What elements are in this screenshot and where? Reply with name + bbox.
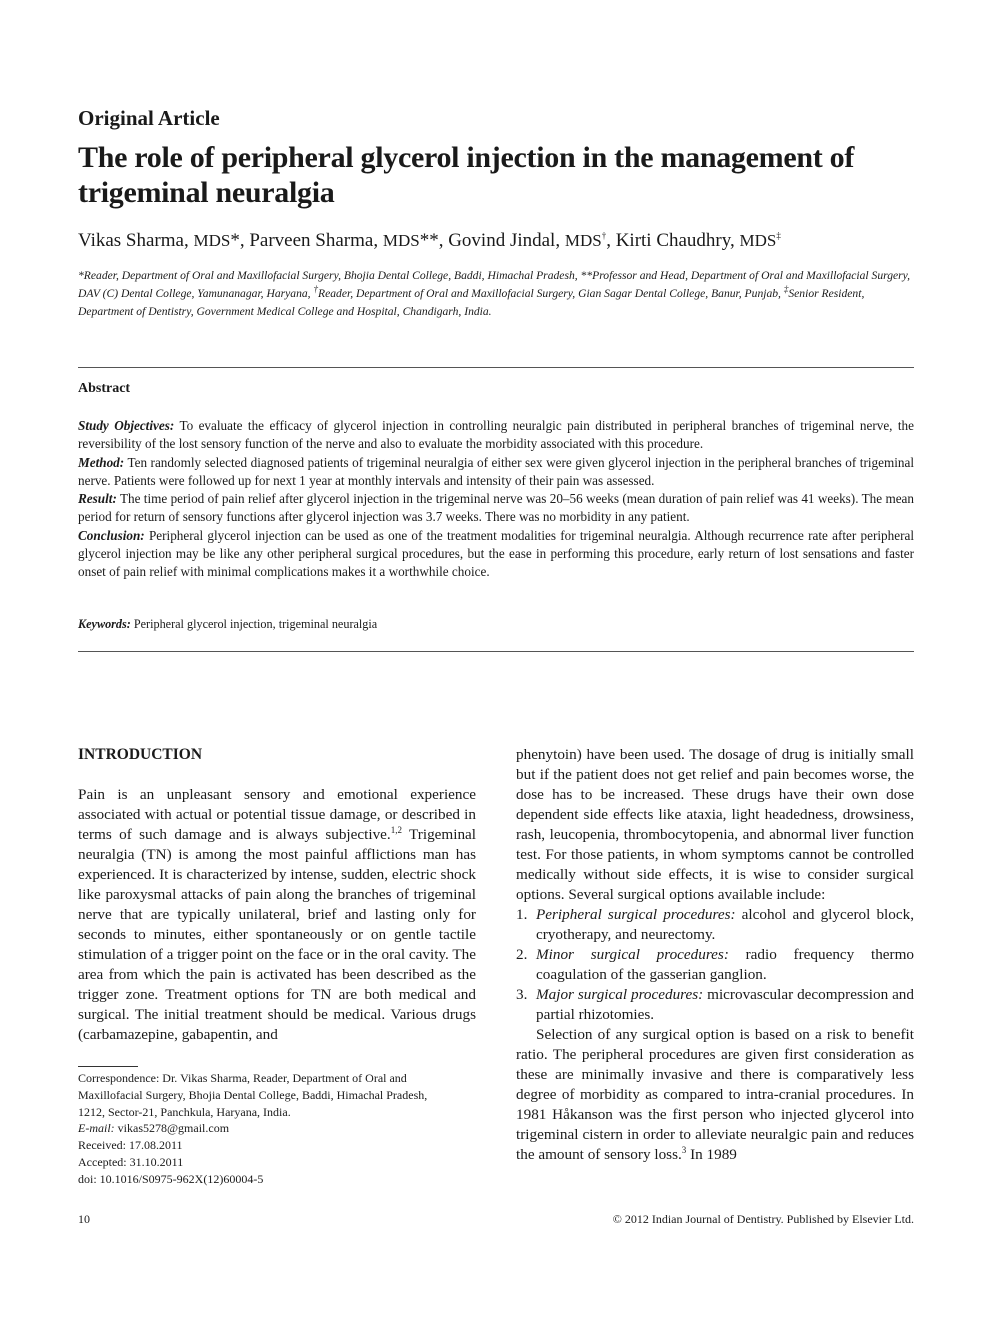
paragraph-text: Trigeminal neuralgia (TN) is among the most painful afflictions man has experienced. It is characterized by intense, sudden, electric shock like paroxysmal attacks of pain along the branches of trigeminal nerve that are typically unilateral, brief and lasting only for seconds to minutes, either spontaneously or on gentle tactile stimulation of a trigger point on the face or in the oral cavity. The area from which the pain is activated has been described as the trigger zone. Treatment options for TN are both medical and surgical. The initial treatment should be medical. Various drugs (carbamazepine, gabapentin, and [78,826,476,1043]
abstract-text: Ten randomly selected diagnosed patients of trigeminal neuralgia of either sex were given glycerol injection in the peripheral branches of trigeminal nerve. Patients were followed up for next 1 year at monthly intervals and intensity of their pain was assessed. [78,454,915,488]
abstract-method [78,454,914,491]
author-name: Parveen Sharma, [249,230,379,251]
copyright-notice: © 2012 Indian Journal of Dentistry. Published by Elsevier Ltd. [612,1212,914,1226]
list-number: 3. [516,986,528,1003]
affiliation-mark: † [313,284,318,295]
abstract-bottom-rule [78,651,914,652]
section-heading-introduction: INTRODUCTION [78,746,203,763]
abstract-top-rule [78,367,914,368]
accepted-date: Accepted: 31.10.2011 [78,1154,184,1169]
abstract-label: Conclusion: [78,527,145,543]
abstract-heading: Abstract [78,381,131,396]
article-type-label: Original Article [78,106,220,130]
abstract-body [78,417,914,582]
author-degree: MDS [739,231,777,250]
affiliation-text: Senior Resident, Department of Dentistry, Government Medical College and Hospital, Chandigarh, India. [78,287,865,318]
list-text [536,945,914,985]
list-term: Peripheral surgical procedures: [536,906,736,923]
author-degree: MDS [382,231,420,250]
list-description: microvascular decompression and partial rhizotomies. [536,986,914,1023]
affiliations [78,267,918,321]
author-mark: *, [230,230,245,251]
author-name: Vikas Sharma, [78,230,189,251]
footnote-rule [78,1066,138,1067]
paragraph-text: Pain is an unpleasant sensory and emotional experience associated with actual or potential tissue damage, or described in terms of such damage and is always subjective. [78,786,476,843]
footnote-line: Maxillofacial Surgery, Bhojia Dental College, Baddi, Himachal Pradesh, [78,1087,428,1102]
intro-paragraph: phenytoin) have been used. The dosage of drug is initially small but if the patient does not get relief and pain becomes worse, the dose has to be increased. These drugs have their own dose dependent side effects like ataxia, light headedness, drowsiness, rash, leucopenia, thrombocytopenia, and abnormal liver function test. For those patients, in whom symptoms cannot be controlled medically without side effects, it is wise to consider surgical options. Several surgical options available include: [516,746,914,903]
list-item [516,985,914,1025]
citation-ref[interactable]: 3 [681,1144,687,1155]
citation-ref[interactable]: 1,2 [390,824,402,835]
page-number: 10 [78,1212,90,1226]
list-item [516,945,914,985]
author-degree: MDS [193,231,231,250]
intro-paragraph [78,785,476,1045]
keywords [78,617,914,632]
affiliation-text: *Reader, Department of Oral and Maxillofacial Surgery, Bhojia Dental College, Baddi, Himachal Pradesh, **Professor and Head, Department of Oral and Maxillofacial Surgery, DAV (C) Dental College, Yamunanagar, Haryana, [78,269,911,300]
list-item [516,905,914,945]
abstract-conclusion [78,527,914,582]
list-description: radio frequency thermo coagulation of the gasserian ganglion. [536,946,914,983]
author-name: Kirti Chaudhry, [615,230,735,251]
paragraph-text: Selection of any surgical option is based on a risk to benefit ratio. The peripheral procedures are given first consideration as these are minimally invasive and there is comparatively less degree of morbidity as compared to intra-cranial procedures. In 1981 Håkanson was the first person who injected glycerol into trigeminal cistern in order to alleviate neuralgic pain and reduces the amount of sensory loss. [516,1026,914,1163]
doi[interactable]: doi: 10.1016/S0975-962X(12)60004-5 [78,1171,264,1186]
footnote-email-line [78,1120,478,1137]
author-separator: , [606,230,611,251]
email-address[interactable]: vikas5278@gmail.com [117,1121,230,1136]
email-label: E-mail: [78,1121,115,1136]
abstract-text: To evaluate the efficacy of glycerol injection in controlling neuralgic pain distributed in peripheral branches of trigeminal nerve, the reversibility of the lost sensory function of the nerve and also to evaluate the morbidity associated with this procedure. [78,418,915,452]
abstract-label: Method: [78,454,125,470]
abstract-label: Result: [78,491,117,507]
intro-paragraph [516,1025,914,1165]
abstract-objectives [78,417,914,454]
list-number: 1. [516,906,528,923]
keywords-label: Keywords: [78,617,131,631]
abstract-label: Study Objectives: [78,418,175,433]
abstract-text: The time period of pain relief after glycerol injection in the trigeminal nerve was 20–56 weeks (mean duration of pain relief was 41 weeks). The mean period for return of sensory functions after glycerol injection was 3.7 weeks. There was no morbidity in any patient. [78,491,914,525]
body-column-left [78,745,476,1045]
affiliation-mark: ‡ [783,284,789,295]
list-term: Minor surgical procedures: [536,946,729,963]
list-number: 2. [516,946,528,963]
author-degree: MDS [564,231,602,250]
abstract-result [78,490,914,527]
footnote-line: 1212, Sector-21, Panchkula, Haryana, India. [78,1104,291,1119]
author-mark: ‡ [776,230,781,241]
body-column-right [516,745,914,1165]
received-date: Received: 17.08.2011 [78,1138,183,1153]
author-mark: † [601,230,607,241]
author-list [78,228,918,254]
abstract-text: Peripheral glycerol injection can be used as one of the treatment modalities for trigeminal neuralgia. Although recurrence rate after peripheral glycerol injection may be like any other peripheral surgical procedures, but the ease in performing this procedure, early return of lost sensations and faster onset of pain relief with minimal complications makes it a worthwhile choice. [78,527,914,580]
paragraph-text: In 1989 [686,1146,737,1163]
list-text [536,985,914,1025]
footnote-line: Correspondence: Dr. Vikas Sharma, Reader, Department of Oral and [78,1071,407,1085]
list-description: alcohol and glycerol block, cryotherapy, and neurectomy. [536,906,914,943]
list-text [536,905,914,945]
author-name: Govind Jindal, [448,230,561,251]
article-title: The role of peripheral glycerol injection in the management of trigeminal neuralgia [78,141,855,209]
affiliation-text: Reader, Department of Oral and Maxillofacial Surgery, Gian Sagar Dental College, Banur, Punjab, [318,287,781,300]
keywords-text: Peripheral glycerol injection, trigeminal neuralgia [133,617,378,631]
author-mark: **, [419,230,444,251]
list-term: Major surgical procedures: [536,986,704,1003]
correspondence-footnote [78,1070,478,1188]
